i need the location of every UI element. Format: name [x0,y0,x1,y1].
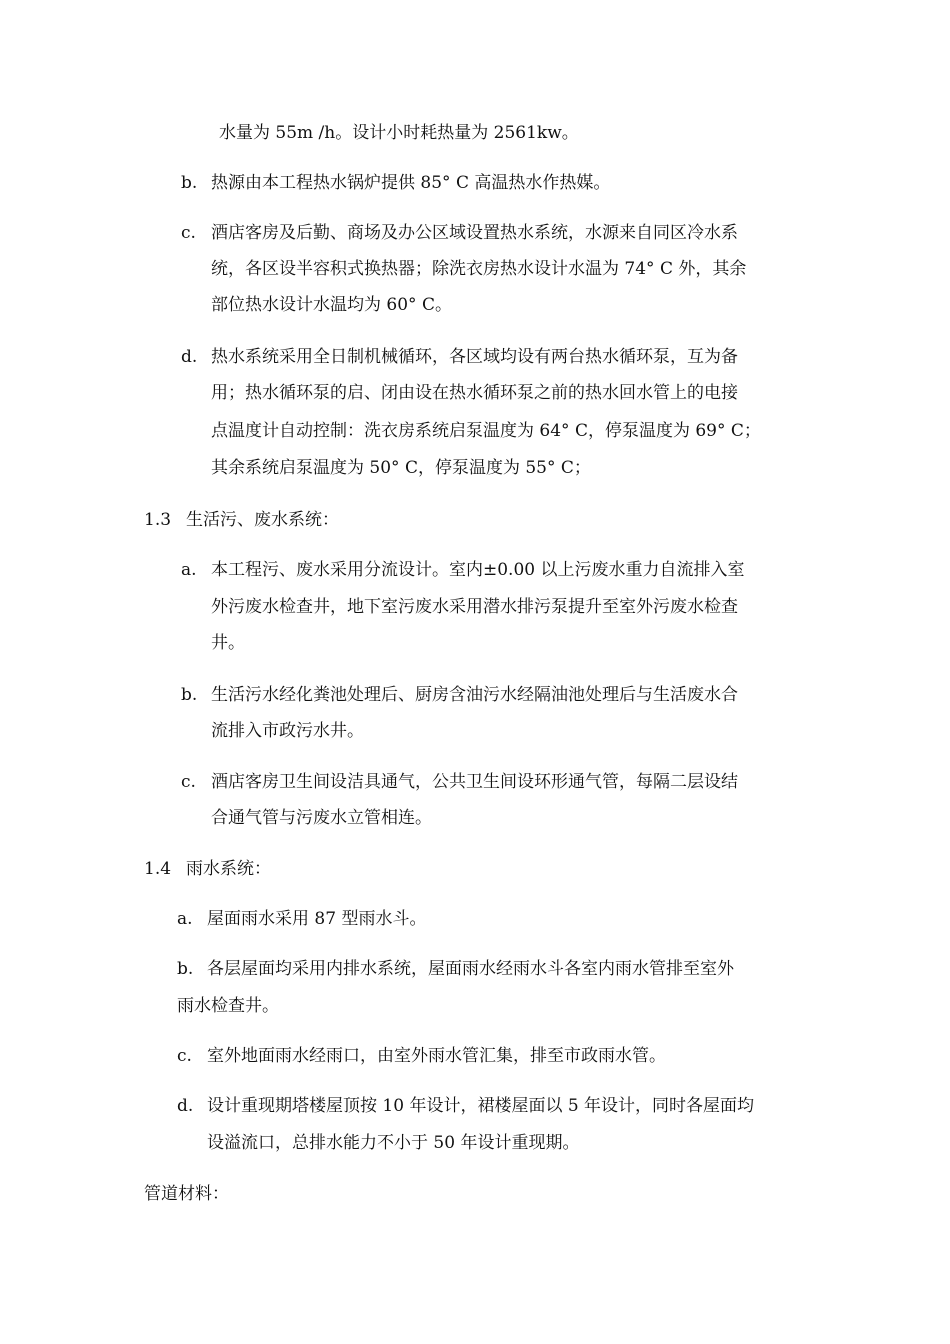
hot-water-item-b [181,171,610,195]
item-text: 室外地面雨水经雨口，由室外雨水管汇集，排至市政雨水管。 [207,1046,666,1066]
item-text-continuation: 雨水检查井。 [177,996,279,1016]
item-text: 热水系统采用全日制机械循环，各区域均设有两台热水循环泵，互为备 [211,347,738,367]
item-marker: b. [181,173,198,193]
item-text-continuation: 流排入市政污水井。 [211,721,364,741]
item-text-continuation: 其余系统启泵温度为 50° C，停泵温度为 55° C； [211,458,591,478]
item-marker: a. [177,909,193,929]
item-text: 各层屋面均采用内排水系统，屋面雨水经雨水斗各室内雨水管排至室外 [207,959,734,979]
sewage-item-c [181,770,738,794]
section-heading-1-3 [144,508,339,532]
item-text: 设计重现期塔楼屋顶按 10 年设计，裙楼屋面以 5 年设计，同时各屋面均 [207,1096,755,1116]
item-marker: a. [181,560,197,580]
item-text: 本工程污、废水采用分流设计。室内±0.00 以上污废水重力自流排入室 [211,560,745,580]
section-title: 生活污、废水系统： [186,510,339,530]
item-text-continuation: 合通气管与污废水立管相连。 [211,808,432,828]
sewage-item-a [181,558,745,582]
item-text-continuation: 设溢流口，总排水能力不小于 50 年设计重现期。 [207,1133,580,1153]
item-text-continuation: 井。 [211,633,245,653]
item-text-continuation: 用；热水循环泵的启、闭由设在热水循环泵之前的热水回水管上的电接 [211,383,738,403]
item-marker: b. [181,685,198,705]
rain-item-b [177,957,734,981]
item-marker: d. [181,347,198,367]
item-text: 生活污水经化粪池处理后、厨房含油污水经隔油池处理后与生活废水合 [211,685,738,705]
item-text-continuation: 点温度计自动控制：洗衣房系统启泵温度为 64° C，停泵温度为 69° C； [211,421,761,441]
hot-water-item-d [181,345,738,369]
section-number: 1.4 [144,859,172,879]
sewage-item-b [181,683,738,707]
pipe-materials-heading: 管道材料： [144,1184,229,1204]
item-text: 酒店客房及后勤、商场及办公区域设置热水系统，水源来自同区冷水系 [211,223,738,243]
item-text: 屋面雨水采用 87 型雨水斗。 [207,909,427,929]
item-marker: c. [181,223,196,243]
item-text: 酒店客房卫生间设洁具通气，公共卫生间设环形通气管，每隔二层设结 [211,772,738,792]
item-marker: c. [177,1046,192,1066]
item-text-continuation: 统，各区设半容积式换热器；除洗衣房热水设计水温为 74° C 外，其余 [211,259,747,279]
hot-water-continuation: 水量为 55m /h。设计小时耗热量为 2561kw。 [219,123,579,143]
item-marker: b. [177,959,194,979]
section-heading-1-4 [144,857,271,881]
section-title: 雨水系统： [186,859,271,879]
rain-item-d [177,1094,754,1118]
hot-water-item-c [181,221,738,245]
item-marker: d. [177,1096,194,1116]
item-text-continuation: 外污废水检查井，地下室污废水采用潜水排污泵提升至室外污废水检查 [211,597,738,617]
item-marker: c. [181,772,196,792]
rain-item-c [177,1044,666,1068]
item-text: 热源由本工程热水锅炉提供 85° C 高温热水作热媒。 [211,173,611,193]
section-number: 1.3 [144,510,172,530]
rain-item-a [177,907,426,931]
item-text-continuation: 部位热水设计水温均为 60° C。 [211,295,452,315]
